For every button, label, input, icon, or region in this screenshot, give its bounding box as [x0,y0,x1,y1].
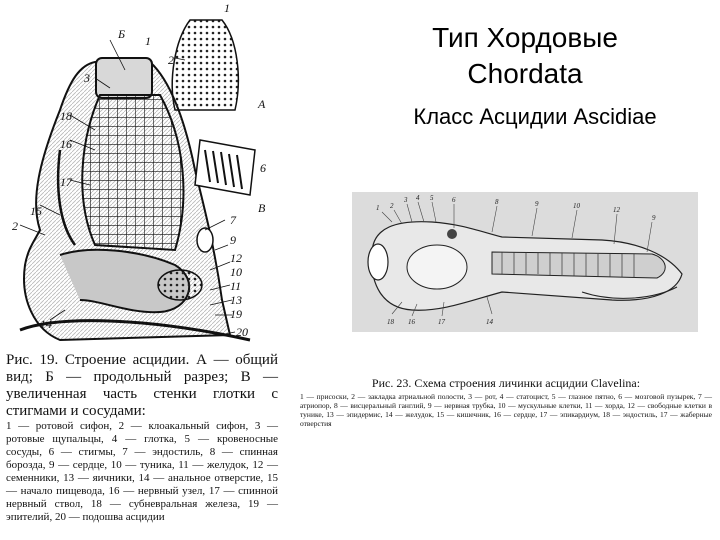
stomach [158,270,202,300]
larva-part-18: 18 [387,318,394,326]
part-14: 14 [40,317,52,331]
part-9: 9 [230,233,236,247]
larva-part-10: 10 [573,202,580,210]
heart [197,228,213,252]
adhesive-papillae [368,244,388,280]
slide-subtitle: Класс Асцидии Ascidiae [413,104,657,129]
larva-part-4: 4 [416,194,420,202]
part-10: 10 [230,265,242,279]
larva-part-16: 16 [408,318,415,326]
part-12: 12 [230,251,242,265]
part-18: 18 [60,109,72,123]
notochord [492,252,665,278]
part-16: 16 [60,137,72,151]
slide-title-line2: Chordata [467,58,583,89]
larva-part-17: 17 [438,318,445,326]
label-a: А [258,97,266,111]
ascidian-larva-figure [352,192,698,332]
larva-part-8: 8 [495,198,499,206]
label-b: Б [118,27,126,41]
part-6: 6 [260,161,266,175]
ascidian-anatomy-figure [0,0,280,350]
stigmata-inset [195,140,255,195]
part-15: 15 [30,204,42,218]
oral-siphon [96,58,152,98]
part-17: 17 [60,175,72,189]
larva-part-12: 12 [613,206,620,214]
part-7: 7 [230,213,236,227]
larva-part-3: 3 [404,196,408,204]
larva-part-2: 2 [390,202,394,210]
part-1b: 1 [224,1,230,15]
slide-title-line1: Тип Хордовые [432,22,618,53]
part-3: 3 [84,71,90,85]
part-20: 20 [236,325,248,339]
statocyst [447,229,457,239]
pharynx [82,95,183,250]
larva-part-14: 14 [486,318,493,326]
larva-pharynx [407,245,467,289]
part-1: 1 [145,34,151,48]
larva-part-9b: 9 [652,214,656,222]
general-view-inset [172,20,238,110]
figure23-legend: 1 — присоски, 2 — закладка атриальной полости, 3 — рот, 4 — статоцист, 5 — глазное пятно, 6 — мозговой пузырек, 7 — атриопор, 8 — висцеральный ганглий, 9 — нервная трубка, 10 — мускульные клетки, 11 — хорда, 12 — свободные клетки в тунике, 13 — эпидермис, 14 — желудок, 15 — кишечник, 16 — сердце, 17 — эпикардиум, 18 — эндостиль, 17 — жаберные отверстия [300,392,712,428]
figure23-caption: Рис. 23. Схема строения личинки асцидии Clavelina: [371,376,641,390]
part-13: 13 [230,293,242,307]
figure19-legend: 1 — ротовой сифон, 2 — клоакальный сифон, 3 — ротовые щупальцы, 4 — глотка, 5 — кровеносные сосуды, 6 — стигмы, 7 — эндостиль, 8 — спинная борозда, 9 — сердце, 10 — туника, 11 — желудок, 12 — семенники, 13 — яичники, 14 — анальное отверстие, 15 — начало пищевода, 16 — нервный узел, 17 — спинной нервный ствол, 18 — субневральная железа, 19 — эпителий, 20 — подошва асцидии [6,420,278,523]
larva-part-5: 5 [430,194,434,202]
part-11: 11 [230,279,242,293]
larva-part-6: 6 [452,196,456,204]
larva-part-1: 1 [376,204,380,212]
part-2b: 2 [168,53,174,67]
figure19-caption: Рис. 19. Строение асцидии. А — общий вид; Б — продольный разрез; В — увеличенная часть стенки глотки с стигмами и сосудами: [6,352,278,419]
part-2: 2 [12,219,18,233]
part-19: 19 [230,307,242,321]
larva-part-9: 9 [535,200,539,208]
label-v: В [258,201,266,215]
